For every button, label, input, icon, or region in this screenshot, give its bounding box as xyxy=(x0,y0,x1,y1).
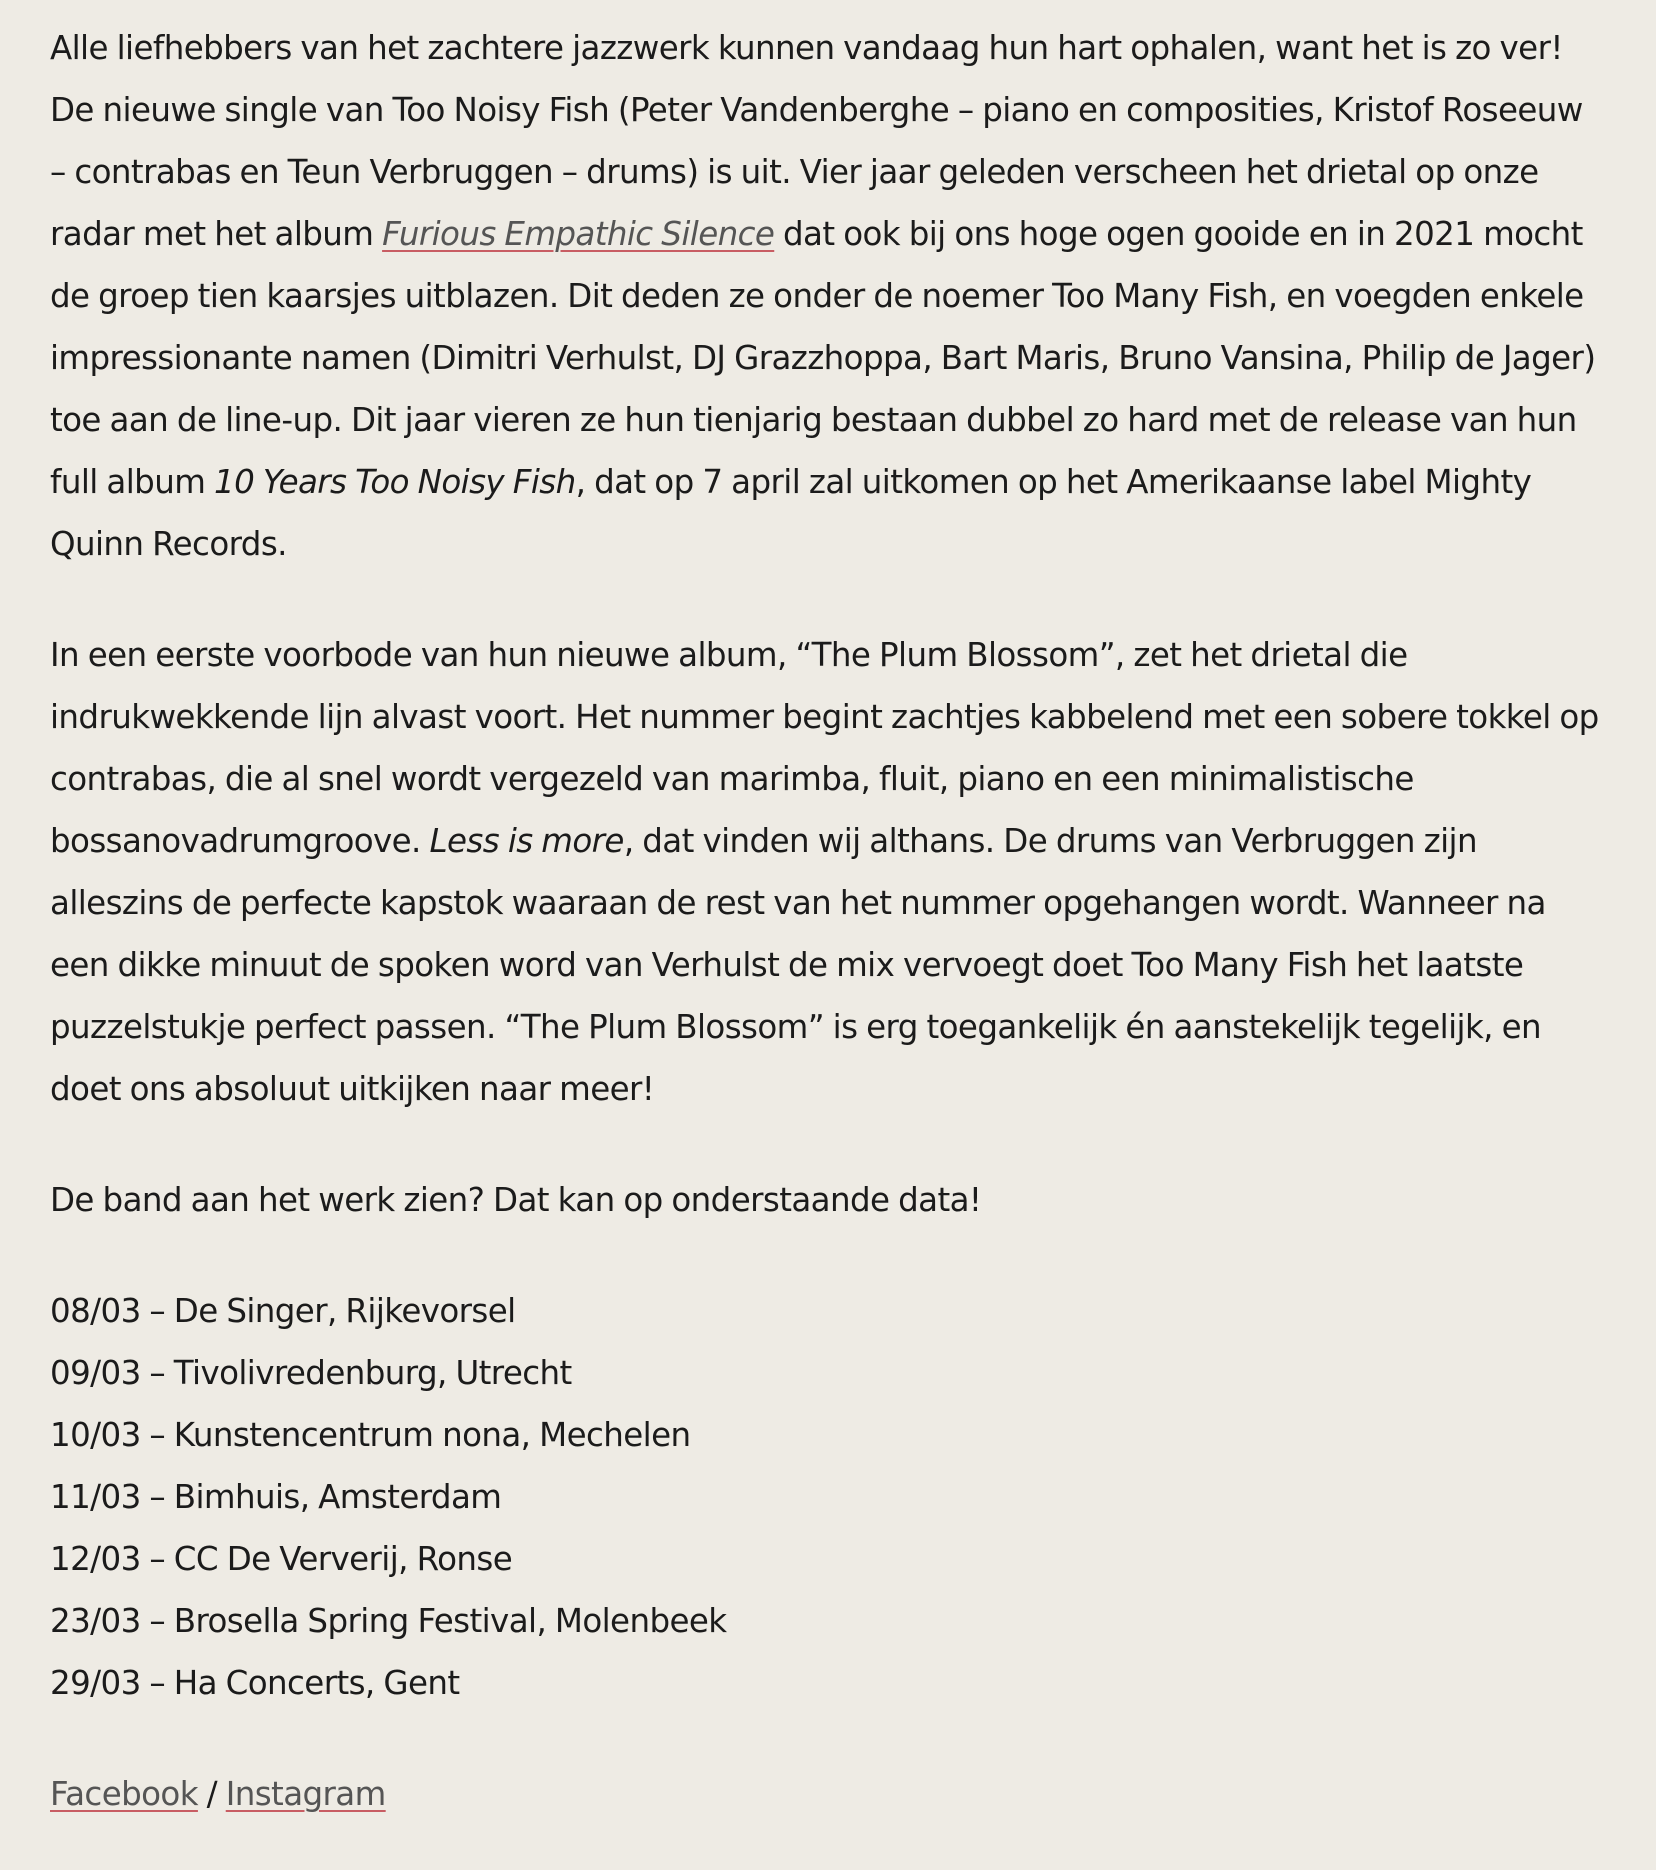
paragraph-review-text-1: In een eerste voorbode van hun nieuwe album, “The Plum Blossom”, zet het drietal die indrukwekkende lijn alvast voort. Het nummer begint zachtjes kabbelend met een sobere tokkel op contrabas, die al snel wordt vergezeld van marimba, fluit, piano en een minimalistische bossanovadrumgroove. xyxy=(50,636,1599,860)
concert-date-item: 23/03 – Brosella Spring Festival, Molenbeek xyxy=(50,1602,727,1640)
facebook-link[interactable]: Facebook xyxy=(50,1775,198,1813)
concert-date-item: 12/03 – CC De Ververij, Ronse xyxy=(50,1540,513,1578)
paragraph-intro-text-2: dat ook bij ons hoge ogen gooide en in 2021 mocht de groep tien kaarsjes uitblazen. Dit deden ze onder de noemer Too Many Fish, en voegden enkele impressionante namen (Dimitri Verhulst, DJ Grazzhoppa, Bart Maris, Bruno Vansina, Philip de Jager) toe aan de line-up. Dit jaar vieren ze hun tienjarig bestaan dubbel zo hard met de release van hun full album xyxy=(50,215,1596,501)
concert-date-item: 10/03 – Kunstencentrum nona, Mechelen xyxy=(50,1416,691,1454)
instagram-link[interactable]: Instagram xyxy=(225,1775,386,1813)
album-title-10-years: 10 Years Too Noisy Fish xyxy=(214,463,576,501)
social-separator: / xyxy=(197,1775,226,1813)
concert-date-item: 11/03 – Bimhuis, Amsterdam xyxy=(50,1478,502,1516)
paragraph-single-review xyxy=(50,624,1606,1120)
concert-date-item: 09/03 – Tivolivredenburg, Utrecht xyxy=(50,1354,572,1392)
concert-date-item: 08/03 – De Singer, Rijkevorsel xyxy=(50,1292,516,1330)
paragraph-intro-text-1: Alle liefhebbers van het zachtere jazzwerk kunnen vandaag hun hart ophalen, want het is zo ver! De nieuwe single van Too Noisy Fish (Peter Vandenberghe – piano en composities, Kristof Roseeuw – contrabas en Teun Verbruggen – drums) is uit. Vier jaar geleden verscheen het drietal op onze radar met het album xyxy=(50,29,1583,253)
paragraph-concert-intro: De band aan het werk zien? Dat kan op onderstaande data! xyxy=(50,1181,982,1219)
paragraph-intro-text-3: , dat op 7 april zal uitkomen op het Amerikaanse label Mighty Quinn Records. xyxy=(50,463,1532,563)
concert-date-item: 29/03 – Ha Concerts, Gent xyxy=(50,1664,460,1702)
album-link-furious-empathic-silence[interactable]: Furious Empathic Silence xyxy=(382,215,775,253)
less-is-more-emphasis: Less is more xyxy=(429,822,624,860)
concert-dates-list xyxy=(50,1280,1606,1714)
social-links xyxy=(50,1763,1606,1825)
paragraph-review-text-2: , dat vinden wij althans. De drums van Verbruggen zijn alleszins de perfecte kapstok waaraan de rest van het nummer opgehangen wordt. Wanneer na een dikke minuut de spoken word van Verhulst de mix vervoegt doet Too Many Fish het laatste puzzelstukje perfect passen. “The Plum Blossom” is erg toegankelijk én aanstekelijk tegelijk, en doet ons absoluut uitkijken naar meer! xyxy=(50,822,1546,1108)
paragraph-intro xyxy=(50,17,1606,575)
